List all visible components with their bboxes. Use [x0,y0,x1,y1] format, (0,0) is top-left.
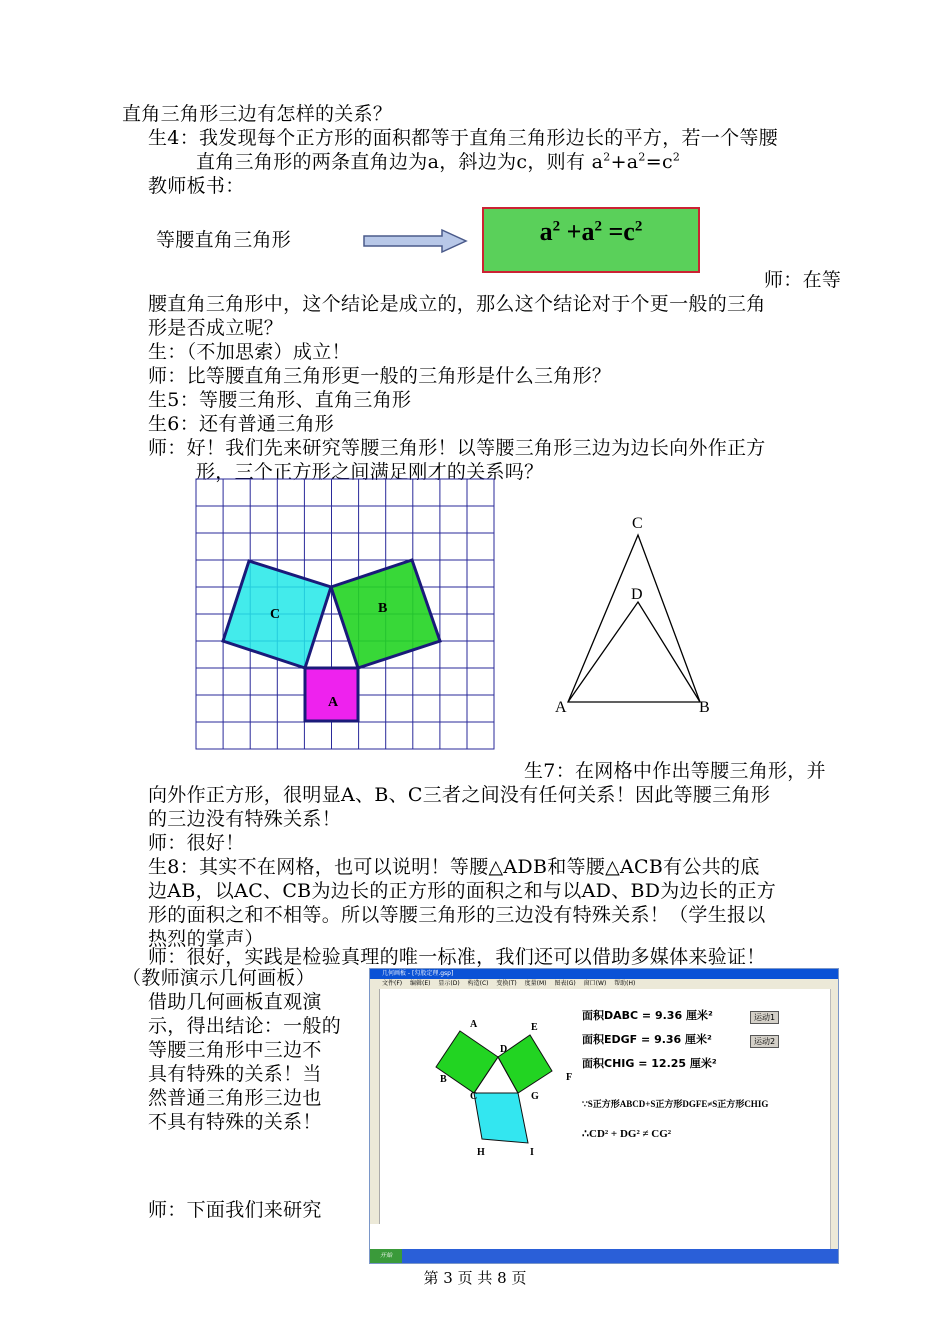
gsp-title-bar: 几何画板 - [勾股定理.gsp] [370,969,838,979]
gsp-scrollbar [830,989,838,1249]
grid-label-b: B [378,601,388,616]
text-line: 的三边没有特殊关系！ [148,808,342,830]
gsp-figure [430,1019,580,1169]
gsp-toolbox [370,989,380,1224]
text-line: 直角三角形三边有怎样的关系？ [122,103,393,125]
text-line: 借助几何画板直观演 [148,991,322,1013]
svg-text:A: A [470,1019,478,1030]
page-footer: 第 3 页 共 8 页 [423,1269,527,1287]
gsp-area-3: 面积CHIG = 12.25 厘米² [582,1057,717,1070]
tri-label-d: D [631,586,643,603]
text-line: （教师演示几何画板） [122,967,316,989]
text-line: 边AB，以AC、CB为边长的正方形的面积之和与以AD、BD为边长的正方 [148,880,777,902]
text-line: 生6：还有普通三角形 [148,413,335,435]
grid-figure [195,478,497,751]
text-line: 生5：等腰三角形、直角三角形 [148,389,412,411]
text-line: 师：很好，实践是检验真理的唯一标准，我们还可以借助多媒体来验证！ [148,946,766,968]
grid-label-c: C [270,607,281,622]
svg-text:I: I [530,1147,534,1158]
text-line: 形的面积之和不相等。所以等腰三角形的三边没有特殊关系！（学生报以 [148,904,766,926]
svg-text:B: B [440,1074,447,1085]
text-line: 等腰三角形中三边不 [148,1039,322,1061]
text-line: 形，三个正方形之间满足刚才的关系吗？ [196,461,544,483]
gsp-because: ∵S正方形ABCD+S正方形DGFE≠S正方形CHIG [582,1099,769,1109]
tri-label-a: A [555,699,567,716]
gsp-screenshot [369,968,839,1264]
text-line: 生4：我发现每个正方形的面积都等于直角三角形边长的平方，若一个等腰 [148,127,778,149]
gsp-menu-bar: 文件(F) 编辑(E) 显示(D) 构造(C) 变换(T) 度量(M) 图表(G) 窗口(W) 帮助(H) [370,979,838,989]
text-line: 生：（不加思索）成立！ [148,341,351,363]
board-formula-box: $a^2 +a^2 =c^2$ [482,207,700,273]
formula-line-text: 直角三角形的两条直角边为a，斜边为c，则有 a [196,151,604,173]
text-line: 向外作正方形，很明显A、B、C三者之间没有任何关系！因此等腰三角形 [148,784,771,806]
text-line: 生7：在网格中作出等腰三角形，并 [524,760,826,782]
text-line: 形是否成立呢？ [148,317,284,339]
isosceles-triangles [550,510,725,720]
tri-label-c: C [632,515,643,532]
gsp-start-button[interactable]: 开始 [370,1249,402,1263]
svg-text:D: D [500,1044,508,1055]
gsp-animate-1-button[interactable]: 运动1 [750,1011,779,1024]
gsp-area-1: 面积DABC = 9.36 厘米² [582,1009,713,1022]
text-line: 具有特殊的关系！当 [148,1063,322,1085]
tri-label-b: B [699,699,710,716]
svg-text:C: C [470,1091,478,1102]
gsp-taskbar [370,1249,838,1263]
svg-text:E: E [531,1022,538,1033]
text-line: 师：比等腰直角三角形更一般的三角形是什么三角形？ [148,365,612,387]
svg-text:H: H [477,1147,485,1158]
text-line: 师：在等 [764,269,842,291]
text-line: 示，得出结论：一般的 [148,1015,342,1037]
grid-label-a: A [328,695,339,710]
text-line: 热烈的掌声） [148,928,264,950]
text-line: 师：很好！ [148,832,245,854]
board-label: 等腰直角三角形 [156,229,292,251]
text-line: 生8：其实不在网格，也可以说明！等腰△ADB和等腰△ACB有公共的底 [148,856,760,878]
svg-text:G: G [531,1091,539,1102]
gsp-animate-2-button[interactable]: 运动2 [750,1035,779,1048]
arrow-right-icon [362,228,472,254]
gsp-therefore: ∴CD² + DG² ≠ CG² [582,1128,672,1140]
svg-text:F: F [566,1072,573,1083]
text-line: 师：下面我们来研究 [148,1199,322,1221]
text-line: 不具有特殊的关系！ [148,1111,322,1133]
text-line: 然普通三角形三边也 [148,1087,322,1109]
text-line: 腰直角三角形中，这个结论是成立的，那么这个结论对于个更一般的三角 [148,293,766,315]
text-line: 师：好！我们先来研究等腰三角形！以等腰三角形三边为边长向外作正方 [148,437,766,459]
gsp-area-2: 面积EDGF = 9.36 厘米² [582,1033,712,1046]
text-line: 教师板书： [148,175,245,197]
text-line: 直角三角形的两条直角边为a，斜边为c，则有 $a^2+a^2=c^2$ [196,150,681,173]
